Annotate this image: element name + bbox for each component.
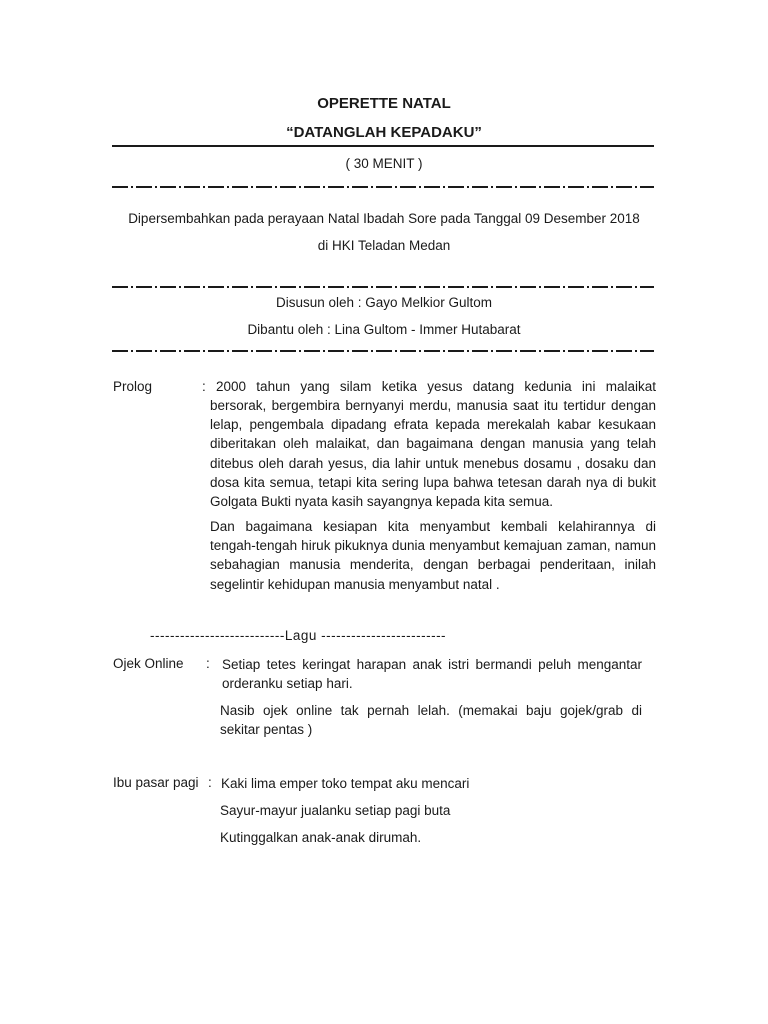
dash-dot-divider — [112, 186, 654, 188]
ibu-pasar-pagi-line-3: Kutinggalkan anak-anak dirumah. — [220, 830, 422, 845]
dedication-line-2: di HKI Teladan Medan — [317, 238, 451, 253]
ojek-online-line-2: orderanku setiap hari. — [222, 676, 353, 691]
ibu-pasar-pagi-colon: : — [208, 775, 212, 790]
prolog-paragraph-1-first-line: 2000 tahun yang silam ketika yesus datang kedunia ini malaikat — [216, 379, 656, 394]
prolog-paragraph-2: Dan bagaimana kesiapan kita menyambut kembali kelahirannya di tengah-tengah hiruk pikuknya dunia menyambut kemajuan zaman, namun sebahagian manusia menderita, dengan berbagai penderitaan, inilah segelintir kehidupan manusia menyambut natal . — [210, 519, 656, 592]
ojek-online-line-1: Setiap tetes keringat harapan anak istri bermandi peluh mengantar — [222, 657, 642, 672]
ibu-pasar-pagi-line-1: Kaki lima emper toko tempat aku mencari — [221, 776, 470, 791]
ojek-online-colon: : — [206, 656, 210, 671]
author-credit: Disusun oleh : Gayo Melkior Gultom — [275, 295, 493, 310]
prolog-paragraph-1: bersorak, bergembira bernyanyi merdu, manusia saat itu tertidur dengan lelap, pengembala dipadang efrata kepada merekalah kabar kesukaan diberitakan oleh malaikat, dan bagaimana dengan manusia yang telah ditebus oleh darah yesus, dia lahir untuk menebus dosamu , dosaku dan dosa kita semua, tetapi kita sering lupa bahwa tetesan darah nya di bukit Golgata Bukti nyata kasih sayangnya kepada kita semua. — [210, 398, 656, 510]
dedication-line-1: Dipersembahkan pada perayaan Natal Ibadah Sore pada Tanggal 09 Desember 2018 — [128, 211, 640, 226]
document-subtitle: “DATANGLAH KEPADAKU” — [286, 124, 482, 141]
dash-dot-divider — [112, 286, 654, 288]
ojek-online-label: Ojek Online — [113, 656, 184, 671]
document-title: OPERETTE NATAL — [317, 95, 451, 112]
dash-dot-divider — [112, 350, 654, 352]
ibu-pasar-pagi-label: Ibu pasar pagi — [113, 775, 199, 790]
duration-text: ( 30 MENIT ) — [345, 156, 423, 171]
prolog-colon: : — [202, 379, 206, 394]
prolog-label: Prolog — [113, 379, 153, 394]
ibu-pasar-pagi-line-2: Sayur-mayur jualanku setiap pagi buta — [220, 803, 451, 818]
title-rule — [112, 145, 654, 147]
assistant-credit: Dibantu oleh : Lina Gultom - Immer Hutabarat — [247, 322, 521, 337]
song-divider: ---------------------------Lagu ------------------------- — [150, 628, 447, 643]
ojek-online-paragraph-2: Nasib ojek online tak pernah lelah. (memakai baju gojek/grab di sekitar pentas ) — [220, 703, 642, 738]
